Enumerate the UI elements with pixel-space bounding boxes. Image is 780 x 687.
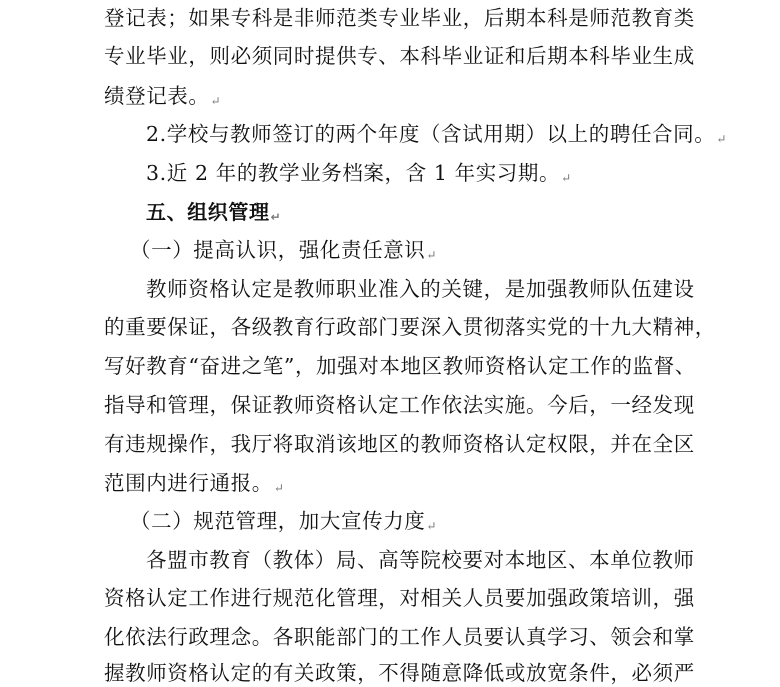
paragraph-mark-icon: ↵: [273, 481, 285, 495]
body-line-3: 绩登记表。↵: [104, 84, 222, 108]
paragraph-mark-icon: ↵: [426, 248, 438, 262]
paragraph-1-line-2: 的重要保证，各级教育行政部门要深入贯彻落实党的十九大精神，: [104, 315, 716, 339]
paragraph-mark-icon: ↵: [210, 94, 222, 108]
body-line-1: 登记表；如果专科是非师范类专业毕业，后期本科是师范教育类: [104, 6, 695, 30]
paragraph-2-line-2: 资格认定工作进行规范化管理，对相关人员要加强政策培训，强: [104, 586, 695, 610]
subheading-1: （一）提高认识，强化责任意识↵: [130, 238, 438, 262]
subheading-2: （二）规范管理，加大宣传力度↵: [130, 509, 438, 533]
section-heading-organization: 五、组织管理↵: [146, 200, 282, 224]
paragraph-2-line-3: 化依法行政理念。各职能部门的工作人员要认真学习、领会和掌: [104, 625, 695, 649]
paragraph-1-line-1: 教师资格认定是教师职业准入的关键，是加强教师队伍建设: [146, 277, 695, 301]
body-line-2: 专业毕业，则必须同时提供专、本科毕业证和后期本科毕业生成: [104, 44, 695, 68]
paragraph-mark-icon: ↵: [561, 171, 572, 185]
paragraph-1-line-6: 范围内进行通报。↵: [104, 471, 285, 495]
paragraph-1-line-3: 写好教育“奋进之笔”，加强对本地区教师资格认定工作的监督、: [104, 354, 696, 378]
paragraph-mark-icon: ↵: [270, 210, 282, 224]
paragraph-1-line-5: 有违规操作，我厅将取消该地区的教师资格认定权限，并在全区: [104, 432, 695, 456]
list-item-2: 2.学校与教师签订的两个年度（含试用期）以上的聘任合同。↵: [146, 122, 728, 146]
list-item-3: 3.近 2 年的教学业务档案，含 1 年实习期。↵: [146, 161, 572, 185]
paragraph-2-line-4: 握教师资格认定的有关政策，不得随意降低或放宽条件，必须严: [104, 661, 695, 685]
paragraph-mark-icon: ↵: [716, 132, 728, 146]
paragraph-1-line-4: 指导和管理，保证教师资格认定工作依法实施。今后，一经发现: [104, 393, 695, 417]
paragraph-mark-icon: ↵: [426, 519, 438, 533]
paragraph-2-line-1: 各盟市教育（教体）局、高等院校要对本地区、本单位教师: [146, 548, 695, 572]
